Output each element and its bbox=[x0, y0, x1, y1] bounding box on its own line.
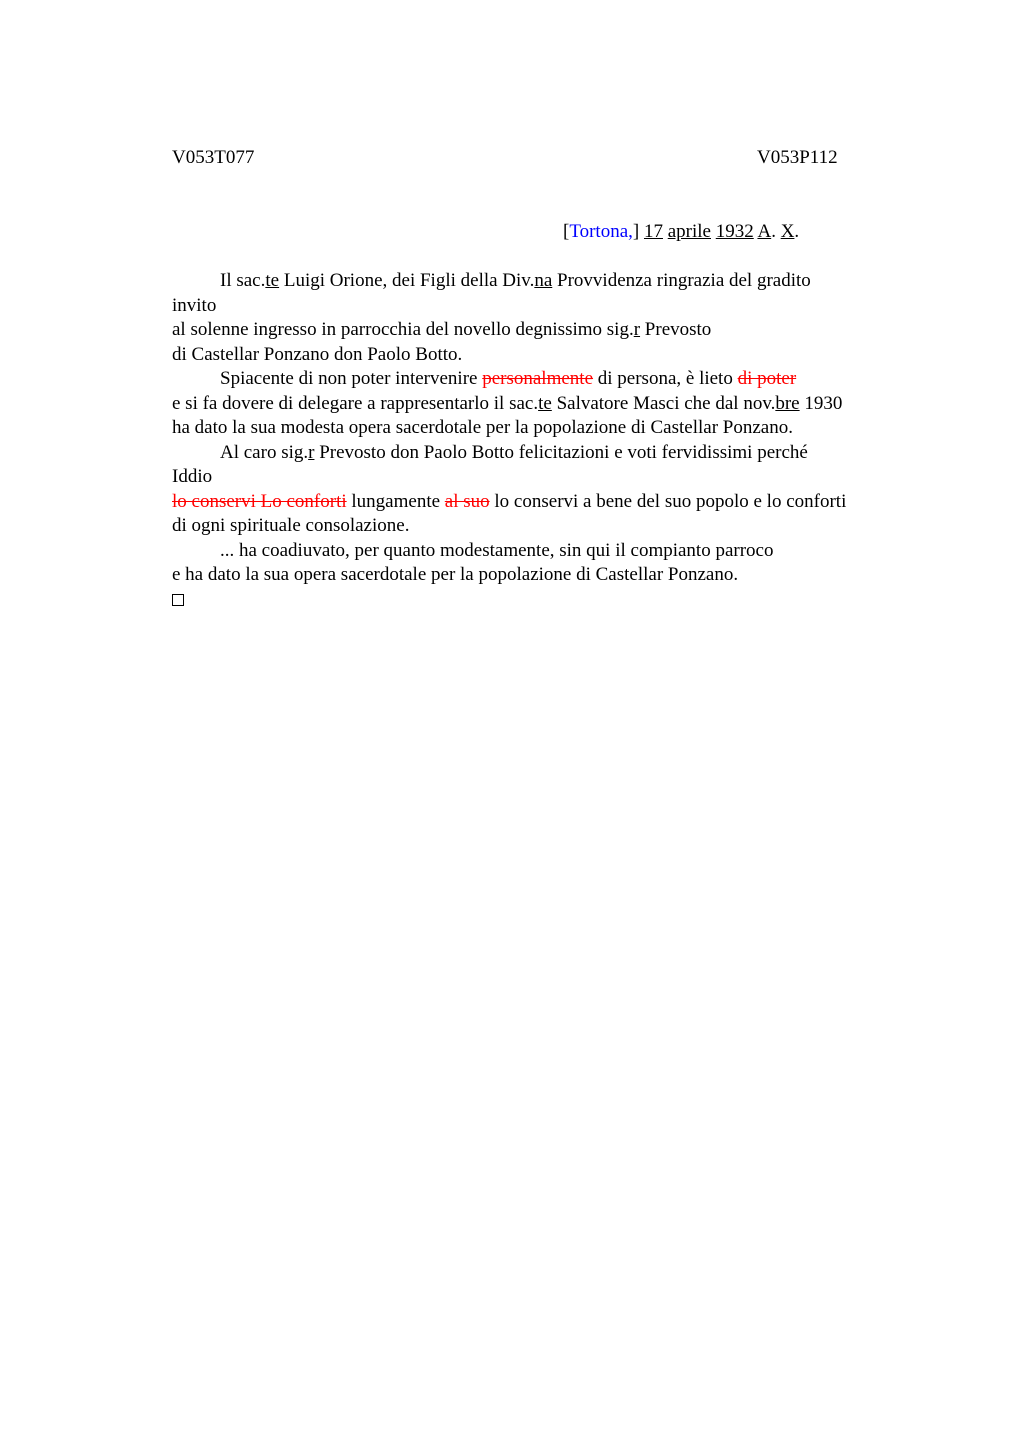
text-run: Al caro sig. bbox=[220, 441, 309, 463]
text-line bbox=[172, 269, 912, 294]
era-a: A bbox=[757, 221, 772, 242]
text-line bbox=[172, 490, 912, 515]
text-run: Prevosto bbox=[640, 319, 712, 340]
text-run: Luigi Orione, dei Figli della Div. bbox=[279, 270, 535, 291]
text-line: di Castellar Ponzano don Paolo Botto. bbox=[172, 343, 463, 365]
abbrev-superscript: te bbox=[265, 270, 280, 291]
deleted-text: lo conservi Lo conforti bbox=[172, 490, 347, 512]
bracket-close: ] bbox=[632, 221, 640, 242]
deleted-text: al suo bbox=[444, 490, 490, 512]
abbrev-superscript: na bbox=[534, 270, 553, 291]
text-run: 1930 bbox=[799, 392, 843, 414]
text-run: Prevosto don Paolo Botto felicitazioni e voti fervidissimi perché bbox=[314, 441, 808, 463]
text-run: e si fa dovere di delegare a rappresentarlo il sac. bbox=[172, 392, 539, 414]
text-line: di ogni spirituale consolazione. bbox=[172, 515, 410, 536]
abbrev-superscript: r bbox=[308, 441, 315, 463]
text-run: lungamente bbox=[346, 490, 445, 512]
abbrev-superscript: te bbox=[538, 392, 552, 414]
text-run: al solenne ingresso in parrocchia del novello degnissimo sig. bbox=[172, 319, 634, 340]
text-line: e ha dato la sua opera sacerdotale per la popolazione di Castellar Ponzano. bbox=[172, 564, 739, 585]
text-run: Provvidenza ringrazia del gradito bbox=[552, 270, 811, 291]
date-day: 17 bbox=[643, 221, 663, 242]
document-code-left: V053T077 bbox=[172, 147, 255, 168]
deleted-text: personalmente bbox=[482, 368, 594, 389]
text-line bbox=[172, 392, 912, 417]
deleted-text: di poter bbox=[737, 368, 797, 389]
date-month: aprile bbox=[667, 221, 711, 242]
end-of-document-box-icon bbox=[172, 594, 184, 606]
text-line: invito bbox=[172, 294, 217, 316]
abbrev-superscript: bre bbox=[775, 392, 800, 414]
text-run: Il sac. bbox=[220, 270, 266, 291]
document-code-right: V053P112 bbox=[757, 147, 838, 168]
date-year: 1932 bbox=[715, 221, 754, 242]
letter-body bbox=[172, 269, 912, 612]
text-run: Spiacente di non poter intervenire bbox=[220, 368, 483, 389]
end-marker-line bbox=[172, 588, 912, 613]
bracket-open: [ bbox=[563, 221, 570, 242]
text-line: ha dato la sua modesta opera sacerdotale per la popolazione di Castellar Ponzano. bbox=[172, 417, 793, 438]
text-line bbox=[172, 318, 912, 343]
text-line: Iddio bbox=[172, 466, 213, 487]
abbrev-superscript: r bbox=[633, 319, 641, 340]
text-run: lo conservi a bene del suo popolo e lo conforti bbox=[489, 490, 847, 512]
text-line bbox=[172, 441, 912, 466]
text-line bbox=[172, 367, 912, 392]
era-x: X bbox=[780, 221, 795, 242]
text-run: di persona, è lieto bbox=[593, 368, 738, 389]
text-line: ... ha coadiuvato, per quanto modestamente, sin qui il compianto parroco bbox=[220, 539, 774, 561]
place-editorial: Tortona, bbox=[569, 221, 633, 242]
text-run: Salvatore Masci che dal nov. bbox=[551, 392, 776, 414]
dateline: [Tortona,] 17 aprile 1932 A. X. bbox=[563, 221, 800, 242]
